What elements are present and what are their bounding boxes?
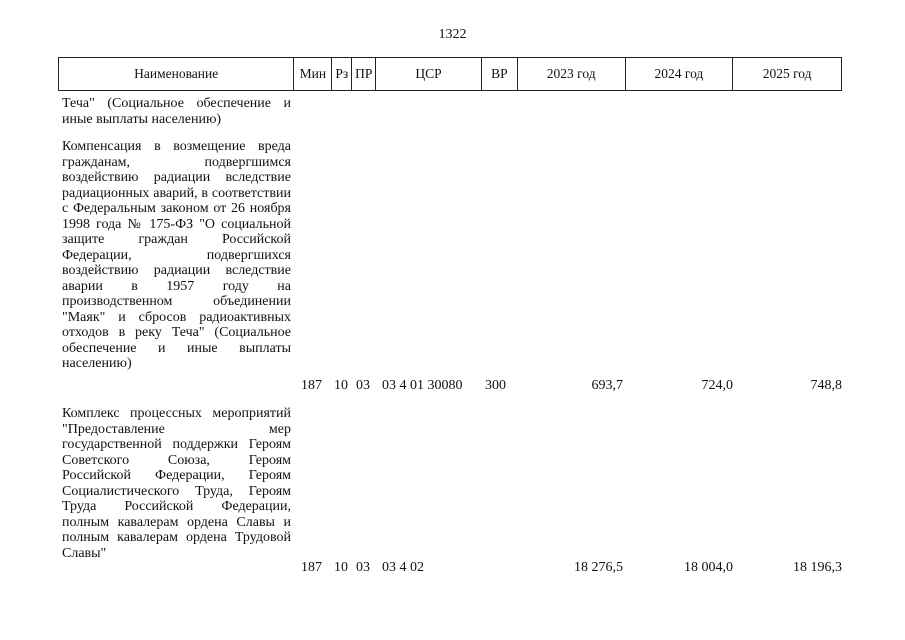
cell-csr: 03 4 02 <box>382 560 424 575</box>
col-header-2025: 2025 год <box>762 66 812 81</box>
col-header-pr: ПР <box>352 58 376 90</box>
col-header-csr: ЦСР <box>376 58 482 90</box>
cell-pr: 03 <box>356 378 370 393</box>
table-row-name: Теча" (Социальное обеспечение и иные выплаты населению) <box>62 96 291 127</box>
col-header-2024: 2024 год <box>626 58 734 90</box>
table-row-values <box>0 560 905 576</box>
table-row-name: Комплекс процессных мероприятий "Предоставление мер государственной поддержки Героям Советского Союза, Героям Российской Федерации, Героям Социалистического Труда, Героям Труда Российской Федерации, полным кавалерам ордена Славы и полным кавалерам ордена Трудовой Славы" <box>62 406 291 561</box>
cell-2024: 18 004,0 <box>684 560 733 575</box>
cell-2025: 748,8 <box>810 378 842 393</box>
table-row-values <box>0 378 905 394</box>
table-header <box>58 57 842 91</box>
cell-csr: 03 4 01 30080 <box>382 378 463 393</box>
col-header-min: Мин <box>294 58 332 90</box>
cell-2024: 724,0 <box>701 378 733 393</box>
cell-vr: 300 <box>485 378 506 393</box>
cell-min: 187 <box>301 378 322 393</box>
table-row-name: Компенсация в возмещение вреда гражданам, подвергшимся воздействию радиации вследствие радиационных аварий, в соответствии с Федеральным законом от 26 ноября 1998 года № 175-ФЗ "О социальной защите граждан Российской Федерации, подвергшихся воздействию радиации вследствие аварии в 1957 году на производственном объединении "Маяк" и сбросов радиоактивных отходов в реку Теча" (Социальное обеспечение и иные выплаты населению) <box>62 139 291 371</box>
cell-2023: 18 276,5 <box>574 560 623 575</box>
col-header-vr: ВР <box>482 58 518 90</box>
col-header-rz: Рз <box>332 58 352 90</box>
cell-pr: 03 <box>356 560 370 575</box>
cell-min: 187 <box>301 560 322 575</box>
cell-2025: 18 196,3 <box>793 560 842 575</box>
col-header-2023: 2023 год <box>518 58 626 90</box>
cell-rz: 10 <box>334 378 348 393</box>
col-header-name: Наименование <box>59 58 294 90</box>
cell-rz: 10 <box>334 560 348 575</box>
cell-2023: 693,7 <box>591 378 623 393</box>
page-number: 1322 <box>438 27 467 42</box>
